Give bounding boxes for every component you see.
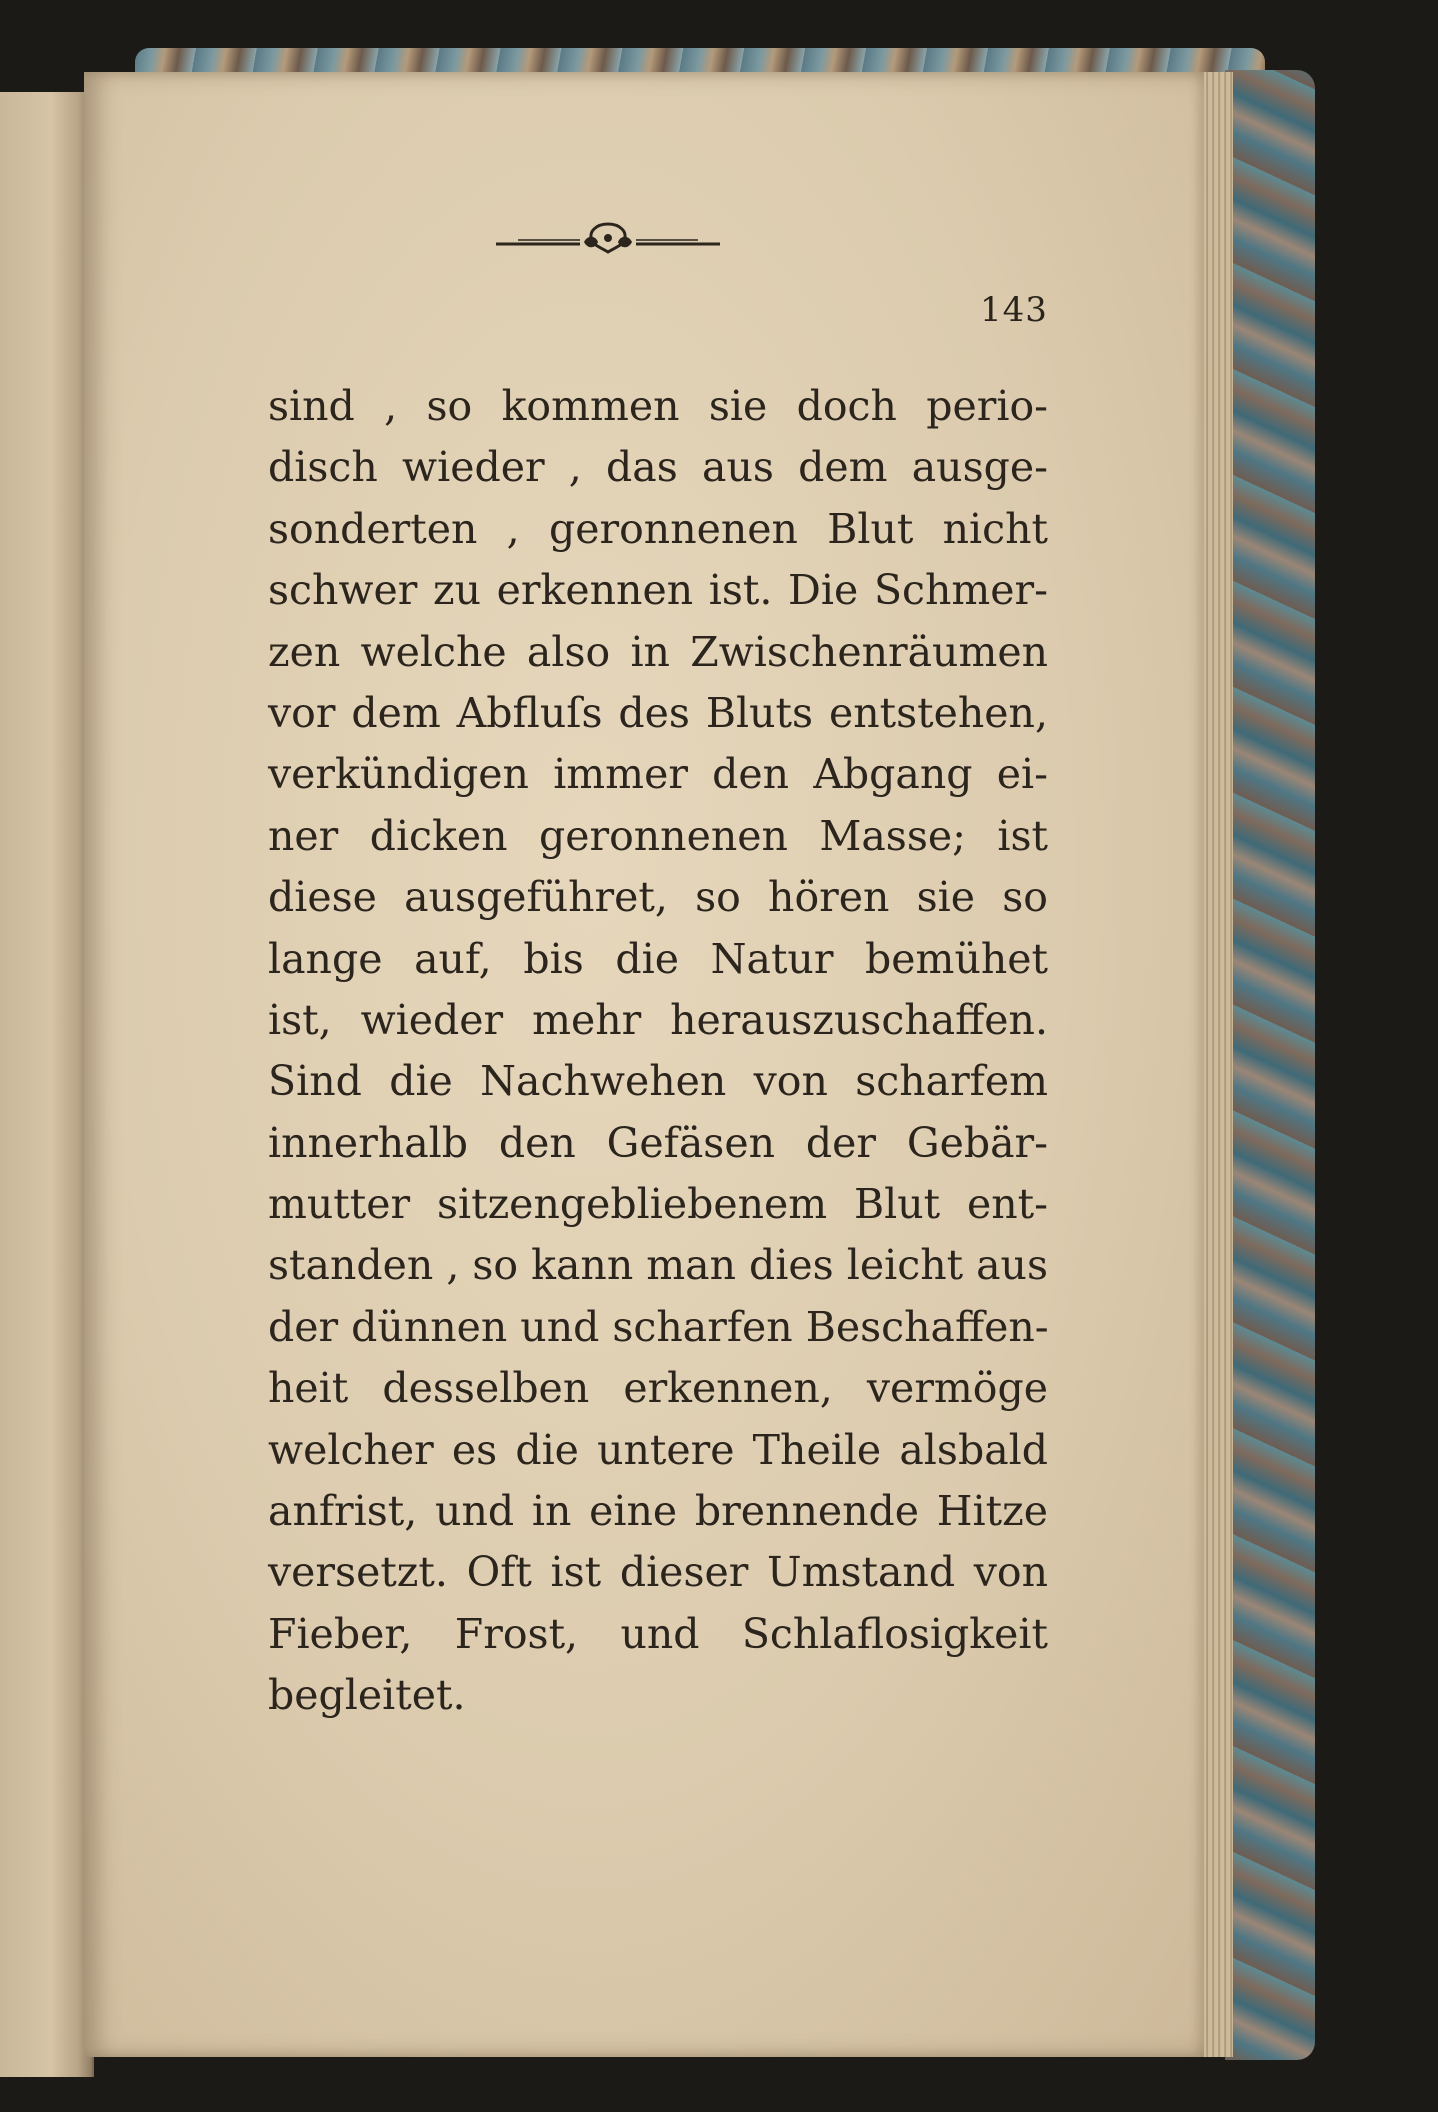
text-line: begleitet.	[268, 1671, 466, 1720]
text-line: ner dicken geronnenen Masse; ist	[268, 811, 1048, 860]
text-line: innerhalb den Gefäsen der Gebär-	[268, 1118, 1048, 1167]
text-line: lange auf, bis die Natur bemühet	[268, 934, 1048, 983]
text-line: disch wieder , das aus dem ausge-	[268, 443, 1048, 492]
text-line: ist, wieder mehr herauszuschaffen.	[268, 995, 1048, 1044]
text-line: der dünnen und scharfen Beschaffen-	[268, 1302, 1049, 1351]
marbled-cover-right	[1225, 70, 1315, 2060]
text-line: sind , so kommen sie doch perio-	[268, 382, 1048, 430]
page-number: 143	[980, 290, 1048, 330]
text-line: heit desselben erkennen, vermöge	[268, 1364, 1048, 1413]
text-line: sonderten , geronnenen Blut nicht	[268, 504, 1048, 553]
text-line: anfrist, und in eine brennende Hitze	[268, 1487, 1048, 1536]
text-line: vor dem Abfluſs des Bluts entstehen,	[268, 688, 1048, 737]
left-facing-page	[0, 92, 94, 2077]
text-line: schwer zu erkennen ist. Die Schmer-	[268, 566, 1048, 615]
text-line: standen , so kann man dies leicht aus	[268, 1241, 1048, 1290]
text-line: welcher es die untere Theile alsbald	[268, 1425, 1048, 1474]
text-line: versetzt. Oft ist dieser Umstand von	[268, 1548, 1048, 1597]
text-line: Fieber, Frost, und Schlaflosigkeit	[268, 1609, 1048, 1658]
fleuron-ornament-icon	[488, 218, 728, 258]
text-line: verkündigen immer den Abgang ei-	[268, 750, 1048, 799]
text-line: mutter sitzengebliebenem Blut ent-	[268, 1180, 1048, 1229]
text-line: Sind die Nachwehen von scharfem	[268, 1057, 1048, 1106]
page-body-text	[268, 376, 1048, 1727]
text-line: diese ausgeführet, so hören sie so	[268, 873, 1048, 922]
text-line: zen welche also in Zwischenräumen	[268, 627, 1048, 676]
